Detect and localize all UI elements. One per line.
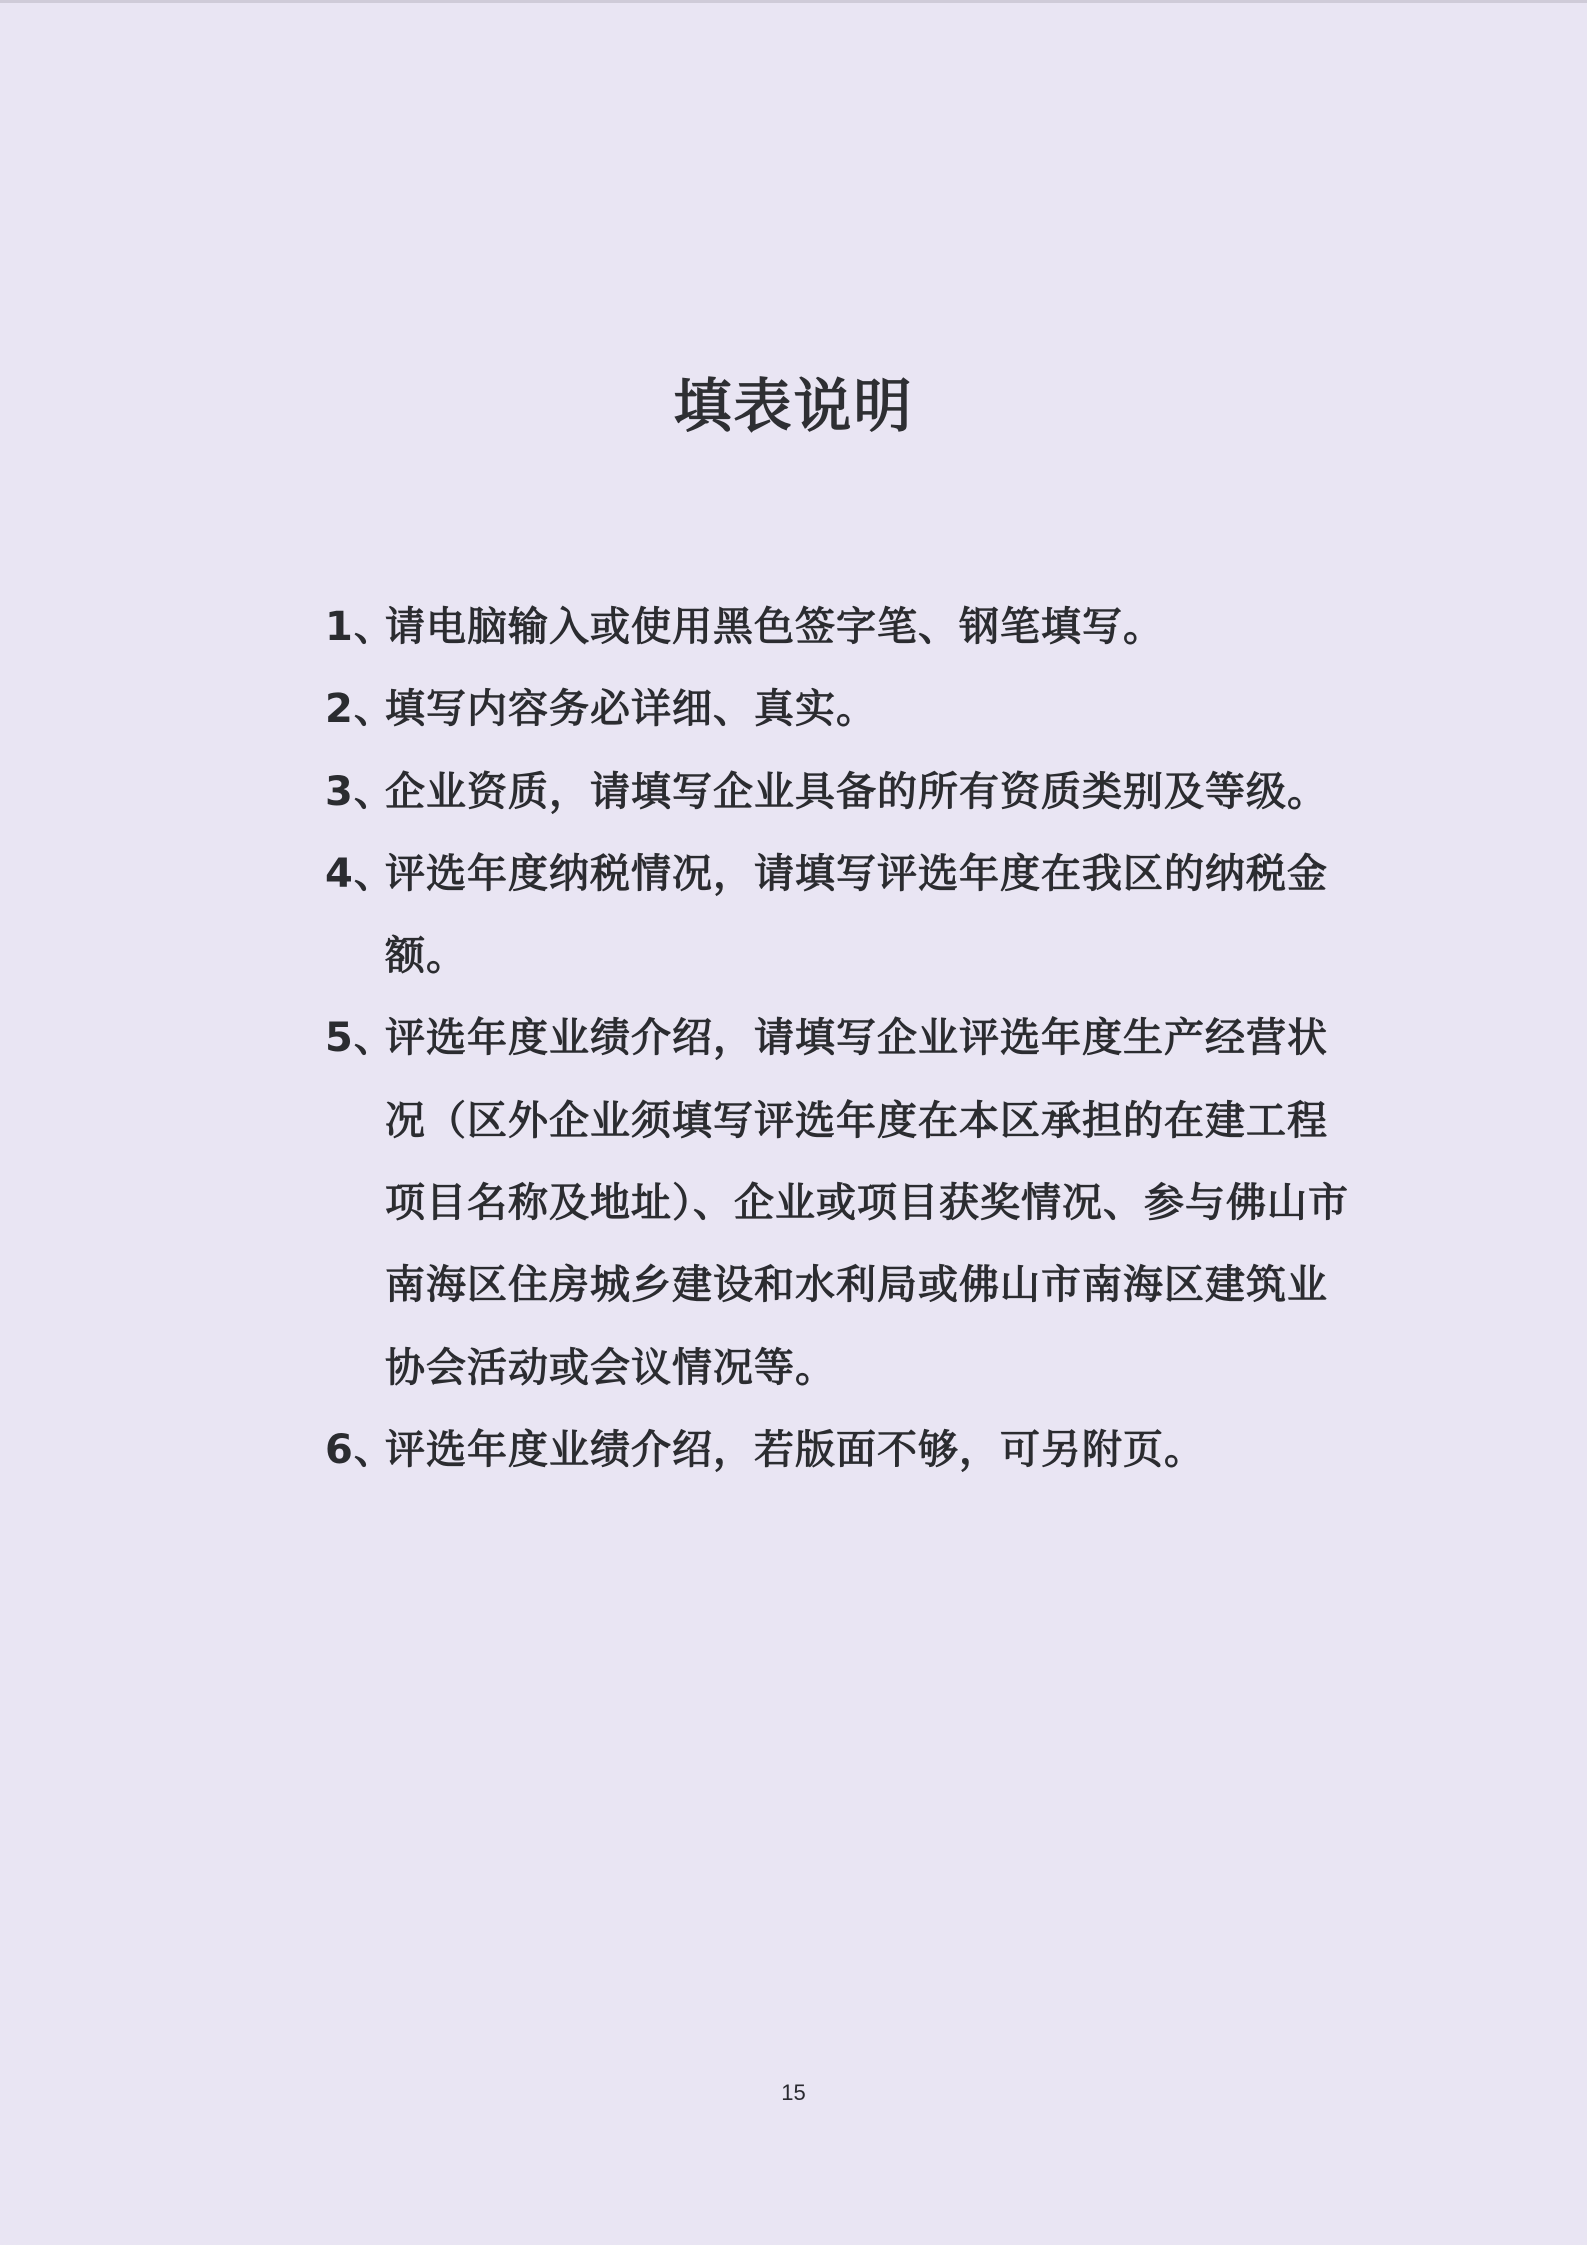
page-number: 15 bbox=[781, 2080, 806, 2105]
instruction-item-5 bbox=[325, 997, 1355, 1408]
instruction-item-4 bbox=[325, 833, 1355, 998]
instruction-text: 评选年度业绩介绍，若版面不够，可另附页。 bbox=[385, 1426, 1205, 1473]
instruction-number: 4、 bbox=[325, 850, 395, 897]
page-title: 填表说明 bbox=[673, 371, 914, 440]
instruction-item-3 bbox=[325, 751, 1355, 833]
instruction-number: 1、 bbox=[325, 604, 395, 650]
instruction-item-2 bbox=[325, 668, 1355, 750]
instruction-number: 5、 bbox=[325, 1015, 395, 1062]
instruction-item-1 bbox=[325, 586, 1355, 668]
instruction-text: 评选年度纳税情况，请填写评选年度在我区的纳税金额。 bbox=[385, 850, 1328, 980]
instruction-text: 评选年度业绩介绍，请填写企业评选年度生产经营状况（区外企业须填写评选年度在本区承担的在建工程项目名称及地址）、企业或项目获奖情况、参与佛山市南海区住房城乡建设和水利局或佛山市南海区建筑业协会活动或会议情况等。 bbox=[385, 1015, 1349, 1391]
instruction-list bbox=[325, 586, 1355, 1491]
instruction-text: 企业资质，请填写企业具备的所有资质类别及等级。 bbox=[385, 768, 1328, 815]
instruction-text: 请电脑输入或使用黑色签字笔、钢笔填写。 bbox=[385, 604, 1164, 650]
instruction-item-6 bbox=[325, 1409, 1355, 1491]
instruction-number: 6、 bbox=[325, 1426, 395, 1473]
instruction-number: 2、 bbox=[325, 686, 395, 733]
instruction-text: 填写内容务必详细、真实。 bbox=[385, 686, 877, 733]
instruction-number: 3、 bbox=[325, 768, 395, 815]
